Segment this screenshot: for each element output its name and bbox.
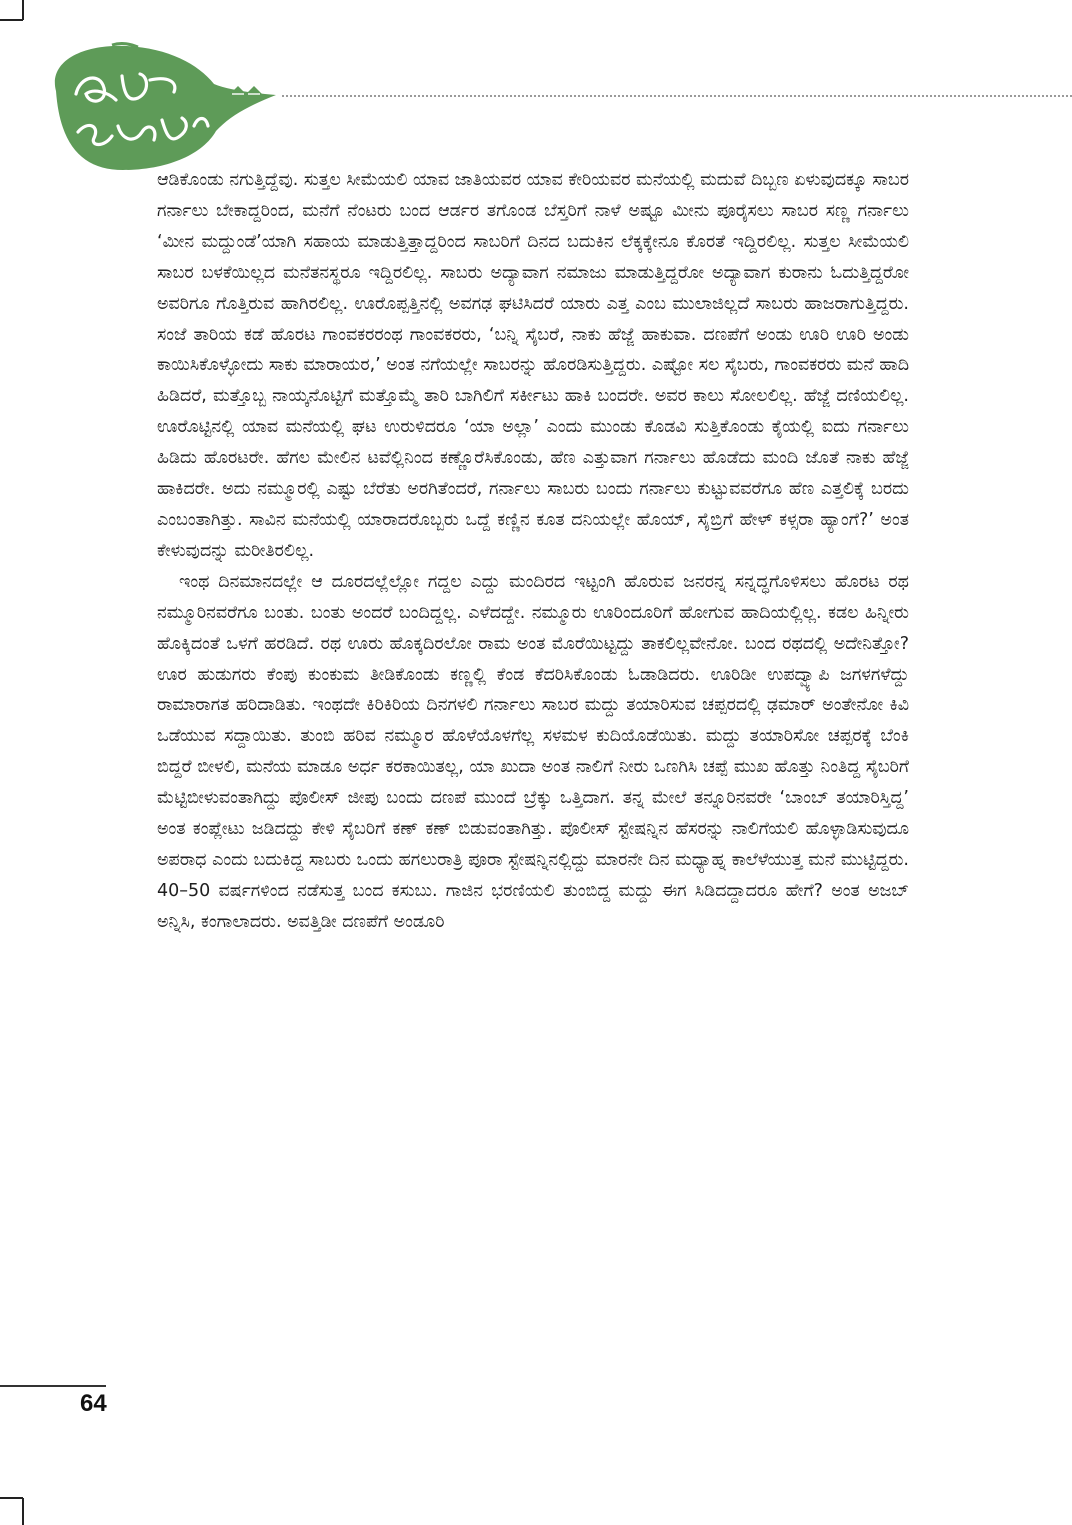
section-logo [38,36,288,176]
article-body [157,165,909,938]
crop-mark-top-left-vertical [22,0,24,20]
crop-mark-bottom-left-horizontal [0,1497,23,1499]
paragraph: ಇಂಥ ದಿನಮಾನದಲ್ಲೇ ಆ ದೂರದಲ್ಲೆಲ್ಲೋ ಗದ್ದಲ ಎದ್ದು ಮಂದಿರದ ಇಟ್ಟಂಗಿ ಹೊರುವ ಜನರನ್ನ ಸನ್ನದ್ಧಗೊಳಿಸಲು ಹೊರಟ ರಥ ನಮ್ಮೂರಿನವರೆಗೂ ಬಂತು. ಬಂತು ಅಂದರೆ ಬಂದಿದ್ದಲ್ಲ. ಎಳೆದದ್ದೇ. ನಮ್ಮೂರು ಊರಿಂದೂರಿಗೆ ಹೋಗುವ ಹಾದಿಯಲ್ಲಿಲ್ಲ. ಕಡಲ ಹಿನ್ನೀರು ಹೊಕ್ಕಿದಂತೆ ಒಳಗೆ ಹರಡಿದೆ. ರಥ ಊರು ಹೊಕ್ಕದಿರಲೋ ರಾಮ ಅಂತ ಮೊರೆಯಿಟ್ಟದ್ದು ತಾಕಲಿಲ್ಲವೇನೋ. ಬಂದ ರಥದಲ್ಲಿ ಅದೇನಿತ್ತೋ? ಊರ ಹುಡುಗರು ಕೆಂಪು ಕುಂಕುಮ ತೀಡಿಕೊಂಡು ಕಣ್ಣಲ್ಲಿ ಕೆಂಡ ಕೆದರಿಸಿಕೊಂಡು ಓಡಾಡಿದರು. ಊರಿಡೀ ಉಪದ್ವ್ಯಾಪಿ ಜಗಳಗಳೆದ್ದು ರಾಮಾರಾಗತ ಹರಿದಾಡಿತು. ಇಂಥದೇ ಕಿರಿಕಿರಿಯ ದಿನಗಳಲಿ ಗರ್ನಾಲು ಸಾಬರ ಮದ್ದು ತಯಾರಿಸುವ ಚಪ್ಪರದಲ್ಲಿ ಢಮಾರ್ ಅಂತೇನೋ ಕಿವಿ ಒಡೆಯುವ ಸದ್ದಾಯಿತು. ತುಂಬಿ ಹರಿವ ನಮ್ಮೂರ ಹೊಳೆಯೊಳಗೆಲ್ಲ ಸಳಮಳ ಕುದಿಯೊಡೆಯಿತು. ಮದ್ದು ತಯಾರಿಸೋ ಚಪ್ಪರಕ್ಕೆ ಬೆಂಕಿ ಬಿದ್ದರೆ ಬೀಳಲಿ, ಮನೆಯ ಮಾಡೂ ಅರ್ಧ ಕರಕಾಯಿತಲ್ಲ, ಯಾ ಖುದಾ ಅಂತ ನಾಲಿಗೆ ನೀರು ಒಣಗಿಸಿ ಚಪ್ಪೆ ಮುಖ ಹೊತ್ತು ನಿಂತಿದ್ದ ಸೈಬರಿಗೆ ಮೆಟ್ಟಿಬೀಳುವಂತಾಗಿದ್ದು ಪೊಲೀಸ್ ಜೀಪು ಬಂದು ದಣಪೆ ಮುಂದೆ ಬ್ರೆಕ್ಕು ಒತ್ತಿದಾಗ. ತನ್ನ ಮೇಲೆ ತನ್ನೂರಿನವರೇ ‘ಬಾಂಬ್ ತಯಾರಿಸ್ತಿದ್ದ’ ಅಂತ ಕಂಪ್ಲೇಟು ಜಡಿದದ್ದು ಕೇಳಿ ಸೈಬರಿಗೆ ಕಣ್ ಕಣ್ ಬಿಡುವಂತಾಗಿತ್ತು. ಪೊಲೀಸ್ ಸ್ಟೇಷನ್ನಿನ ಹೆಸರನ್ನು ನಾಲಿಗೆಯಲಿ ಹೊಳ್ಳಾಡಿಸುವುದೂ ಅಪರಾಧ ಎಂದು ಬದುಕಿದ್ದ ಸಾಬರು ಒಂದು ಹಗಲುರಾತ್ರಿ ಪೂರಾ ಸ್ಟೇಷನ್ನಿನಲ್ಲಿದ್ದು ಮಾರನೇ ದಿನ ಮಧ್ಯಾಹ್ನ ಕಾಲೆಳೆಯುತ್ತ ಮನೆ ಮುಟ್ಟಿದ್ದರು. 40–50 ವರ್ಷಗಳಿಂದ ನಡೆಸುತ್ತ ಬಂದ ಕಸುಬು. ಗಾಜಿನ ಭರಣಿಯಲಿ ತುಂಬಿದ್ದ ಮದ್ದು ಈಗ ಸಿಡಿದದ್ದಾದರೂ ಹೇಗೆ? ಅಂತ ಅಜಬ್ ಅನ್ನಿಸಿ, ಕಂಗಾಲಾದರು. ಅವತ್ತಿಡೀ ದಣಪೆಗೆ ಅಂಡೂರಿ [157,571,909,932]
header-dotted-rule [282,95,1072,97]
leaf-flag-shape [55,46,276,170]
page-number: 64 [80,1390,107,1417]
crop-mark-top-left-horizontal [0,19,23,21]
crop-mark-bottom-left-vertical [22,1498,24,1525]
folio-rule [0,1385,106,1387]
paragraph: ಆಡಿಕೊಂಡು ನಗುತ್ತಿದ್ದೆವು. ಸುತ್ತಲ ಸೀಮೆಯಲಿ ಯಾವ ಜಾತಿಯವರ ಯಾವ ಕೇರಿಯವರ ಮನೆಯಲ್ಲಿ ಮದುವೆ ದಿಬ್ಬಣ ಏಳುವುದಕ್ಕೂ ಸಾಬರ ಗರ್ನಾಲು ಬೇಕಾದ್ದರಿಂದ, ಮನೆಗೆ ನೆಂಟರು ಬಂದ ಆರ್ಡರ ತಗೊಂಡ ಬೆಸ್ತರಿಗೆ ನಾಳೆ ಅಷ್ಟೂ ಮೀನು ಪೂರೈಸಲು ಸಾಬರ ಸಣ್ಣ ಗರ್ನಾಲು ‘ಮೀನ ಮದ್ದುಂಡೆ’ಯಾಗಿ ಸಹಾಯ ಮಾಡುತ್ತಿತ್ತಾದ್ದರಿಂದ ಸಾಬರಿಗೆ ದಿನದ ಬದುಕಿನ ಲೆಕ್ಕಕ್ಕೇನೂ ಕೊರತೆ ಇದ್ದಿರಲಿಲ್ಲ. ಸುತ್ತಲ ಸೀಮೆಯಲಿ ಸಾಬರ ಬಳಕೆಯಿಲ್ಲದ ಮನೆತನಸ್ಥರೂ ಇದ್ದಿರಲಿಲ್ಲ. ಸಾಬರು ಅದ್ಯಾವಾಗ ನಮಾಜು ಮಾಡುತ್ತಿದ್ದರೋ ಅದ್ಯಾವಾಗ ಕುರಾನು ಓದುತ್ತಿದ್ದರೋ ಅವರಿಗೂ ಗೊತ್ತಿರುವ ಹಾಗಿರಲಿಲ್ಲ. ಊರೊಪ್ಪತ್ತಿನಲ್ಲಿ ಅವಗಢ ಘಟಿಸಿದರೆ ಯಾರು ಎತ್ತ ಎಂಬ ಮುಲಾಜಿಲ್ಲದೆ ಸಾಬರು ಹಾಜರಾಗುತ್ತಿದ್ದರು. ಸಂಜೆ ತಾರಿಯ ಕಡೆ ಹೊರಟ ಗಾಂವಕರರಂಥ ಗಾಂವಕರರು, ‘ಬನ್ನಿ ಸೈಬರೆ, ನಾಕು ಹೆಜ್ಜೆ ಹಾಕುವಾ. ದಣಪೆಗೆ ಅಂಡು ಊರಿ ಊರಿ ಅಂಡು ಕಾಯಿಸಿಕೊಳ್ಳೋದು ಸಾಕು ಮಾರಾಯರ,’ ಅಂತ ನಗೆಯಲ್ಲೇ ಸಾಬರನ್ನು ಹೊರಡಿಸುತ್ತಿದ್ದರು. ಎಷ್ಟೋ ಸಲ ಸೈಬರು, ಗಾಂವಕರರು ಮನೆ ಹಾದಿ ಹಿಡಿದರೆ, ಮತ್ತೊಬ್ಬ ನಾಯ್ಕನೊಟ್ಟಿಗೆ ಮತ್ತೊಮ್ಮೆ ತಾರಿ ಬಾಗಿಲಿಗೆ ಸರ್ಕೀಟು ಹಾಕಿ ಬಂದರೇ. ಅವರ ಕಾಲು ಸೋಲಲಿಲ್ಲ. ಹೆಜ್ಜೆ ದಣಿಯಲಿಲ್ಲ. ಊರೊಟ್ಟಿನಲ್ಲಿ ಯಾವ ಮನೆಯಲ್ಲಿ ಘಟ ಉರುಳಿದರೂ ‘ಯಾ ಅಲ್ಲಾ’ ಎಂದು ಮುಂಡು ಕೊಡವಿ ಸುತ್ತಿಕೊಂಡು ಕೈಯಲ್ಲಿ ಐದು ಗರ್ನಾಲು ಹಿಡಿದು ಹೊರಟರೇ. ಹೆಗಲ ಮೇಲಿನ ಟವೆಲ್ಲಿನಿಂದ ಕಣ್ಣೊರೆಸಿಕೊಂಡು, ಹೆಣ ಎತ್ತುವಾಗ ಗರ್ನಾಲು ಹೊಡೆದು ಮಂದಿ ಜೊತೆ ನಾಕು ಹೆಜ್ಜೆ ಹಾಕಿದರೇ. ಅದು ನಮ್ಮೂರಲ್ಲಿ ಎಷ್ಟು ಬೆರೆತು ಅರಗಿತೆಂದರೆ, ಗರ್ನಾಲು ಸಾಬರು ಬಂದು ಗರ್ನಾಲು ಕುಟ್ಟುವವರೆಗೂ ಹೆಣ ಎತ್ತಲಿಕ್ಕೆ ಬರದು ಎಂಬಂತಾಗಿತ್ತು. ಸಾವಿನ ಮನೆಯಲ್ಲಿ ಯಾರಾದರೊಬ್ಬರು ಒದ್ದೆ ಕಣ್ಣಿನ ಕೂತ ದನಿಯಲ್ಲೇ ಹೊಯ್, ಸೈಬ್ರಿಗೆ ಹೇಳ್ ಕಳ್ಸರಾ ಹ್ಯಾಂಗೆ?’ ಅಂತ ಕೇಳುವುದನ್ನು ಮರೀತಿರಲಿಲ್ಲ. [157,170,909,561]
